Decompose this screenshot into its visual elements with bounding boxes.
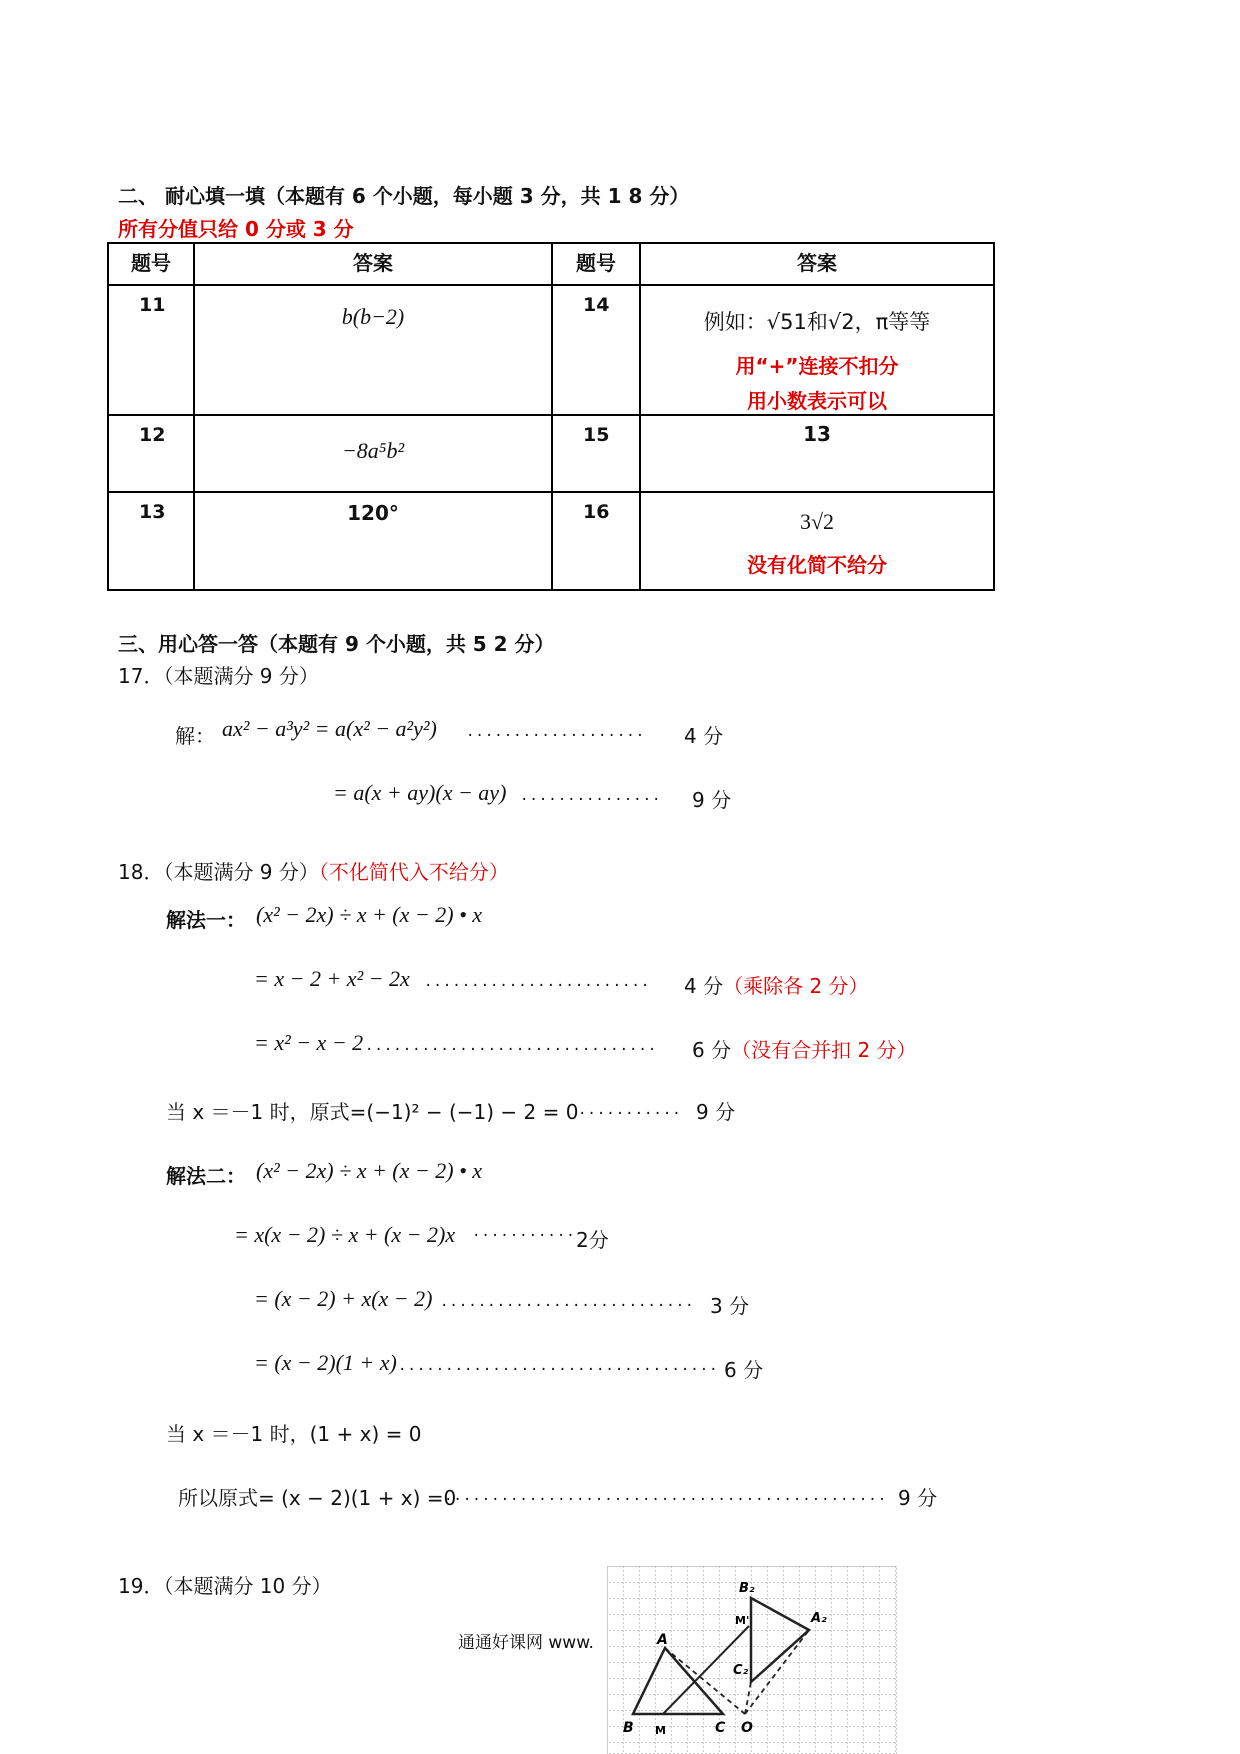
answer-14: 例如：√51和√2，π等等 (703, 310, 931, 334)
section3-title: 三、用心答一答（本题有 9 个小题，共 5 2 分） (118, 632, 555, 656)
qnum-11: 11 (108, 285, 194, 415)
q18-m2-step1-score: 2分 (576, 1228, 609, 1252)
qnum-16: 16 (552, 492, 640, 590)
answer-14-note2: 用小数表示可以 (747, 389, 887, 413)
answer-16-cell (640, 492, 994, 590)
q18-method2-expr: (x² − 2x) ÷ x + (x − 2) • x (256, 1158, 483, 1183)
q18-m1-step1: = x − 2 + x² − 2x (254, 966, 410, 991)
q18-m2-step2: = (x − 2) + x(x − 2) (254, 1286, 433, 1311)
answer-14-note1: 用“+”连接不扣分 (735, 354, 899, 378)
q18-m2-step5: 所以原式= (x − 2)(1 + x) =0 (178, 1486, 457, 1510)
label-a2: A₂ (811, 1611, 827, 1626)
qnum-12: 12 (108, 415, 194, 492)
q18-m1-step1-score-wrap (684, 970, 869, 999)
q18-m1-step2-note: （没有合并扣 2 分） (731, 1038, 917, 1062)
q18-m2-step5-dots: ............................................... (444, 1488, 888, 1504)
answer-14-cell (640, 285, 994, 415)
answer-11: b(b−2) (341, 304, 405, 329)
label-b2: B₂ (739, 1581, 755, 1596)
header-qnum-2: 题号 (552, 243, 640, 285)
q17-line2-dots: ............... (520, 788, 662, 804)
q18-m2-step4: 当 x ＝－1 时，(1 + x) = 0 (166, 1422, 422, 1446)
q19-grid-figure (607, 1566, 897, 1754)
answer-12: −8a⁵b² (341, 438, 405, 463)
header-answer-1: 答案 (194, 243, 552, 285)
q18-m2-step2-score: 3 分 (710, 1294, 750, 1318)
q18-m1-step1-score: 4 分 (684, 974, 724, 998)
q18-method1-expr: (x² − 2x) ÷ x + (x − 2) • x (256, 902, 483, 927)
q18-header (118, 856, 509, 885)
label-m-prime: M' (735, 1614, 750, 1627)
q18-m1-step1-dots: ........................ (424, 974, 651, 990)
q18-m1-step3: 当 x ＝－1 时，原式=(−1)² − (−1) − 2 = 0 (166, 1100, 579, 1124)
q17-line1: ax² − a³y² = a(x² − a²y²) (222, 716, 437, 741)
qnum-14: 14 (552, 285, 640, 415)
header-answer-2: 答案 (640, 243, 994, 285)
q18-header-note: （不化简代入不给分） (318, 860, 509, 884)
q18-m2-step2-dots: ........................... (440, 1294, 695, 1310)
q17-line1-score: 4 分 (684, 724, 724, 748)
q17-line1-dots: ................... (466, 724, 646, 740)
q18-m2-step5-score: 9 分 (898, 1486, 938, 1510)
label-b: B (623, 1720, 634, 1736)
q18-method2-label: 解法二： (166, 1164, 246, 1188)
q18-header-text: 18．（本题满分 9 分） (118, 860, 319, 884)
q18-m2-step1: = x(x − 2) ÷ x + (x − 2)x (234, 1222, 456, 1247)
q17-line2-score: 9 分 (692, 788, 732, 812)
q19-header: 19．（本题满分 10 分） (118, 1574, 332, 1598)
answer-table (107, 242, 995, 591)
q18-m1-step1-note: （乘除各 2 分） (723, 974, 869, 998)
answer-13-cell (194, 492, 552, 590)
table-row (108, 492, 994, 590)
label-o: O (741, 1720, 753, 1736)
q18-m2-step1-dots: ··········· (472, 1228, 576, 1244)
answer-16: 3√2 (799, 509, 835, 534)
q17-solution-label: 解： (175, 724, 215, 748)
section2-title: 二、 耐心填一填（本题有 6 个小题，每小题 3 分，共 1 8 分） (118, 184, 690, 208)
section2-note: 所有分值只给 0 分或 3 分 (118, 217, 354, 241)
answer-12-cell (194, 415, 552, 492)
q18-m2-step3: = (x − 2)(1 + x) (254, 1350, 397, 1375)
qnum-13: 13 (108, 492, 194, 590)
q18-m1-step2-score-wrap (692, 1034, 917, 1063)
label-c: C (715, 1720, 726, 1736)
table-header-row (108, 243, 994, 285)
answer-11-cell (194, 285, 552, 415)
watermark: 通通好课网 www. (458, 1633, 594, 1653)
answer-13: 120° (347, 501, 399, 525)
header-qnum-1: 题号 (108, 243, 194, 285)
q18-m1-step2: = x² − x − 2 (254, 1030, 364, 1055)
q17-line2: = a(x + ay)(x − ay) (333, 780, 507, 805)
answer-16-note: 没有化简不给分 (747, 553, 887, 577)
label-m: M (655, 1724, 666, 1737)
table-row (108, 415, 994, 492)
q18-m1-step2-dots: ............................... (365, 1038, 658, 1054)
label-c2: C₂ (733, 1663, 749, 1678)
q18-m1-step3-dots: ........... (578, 1102, 682, 1118)
q18-method1-label: 解法一： (166, 908, 246, 932)
table-row (108, 285, 994, 415)
q18-m2-step3-dots: .................................. (398, 1358, 719, 1374)
q17-header: 17．（本题满分 9 分） (118, 664, 319, 688)
q18-m1-step2-score: 6 分 (692, 1038, 732, 1062)
q18-m1-step3-score: 9 分 (696, 1100, 736, 1124)
label-a: A (657, 1632, 668, 1648)
q18-m2-step3-score: 6 分 (724, 1358, 764, 1382)
qnum-15: 15 (552, 415, 640, 492)
answer-15: 13 (803, 422, 831, 446)
answer-15-cell (640, 415, 994, 492)
